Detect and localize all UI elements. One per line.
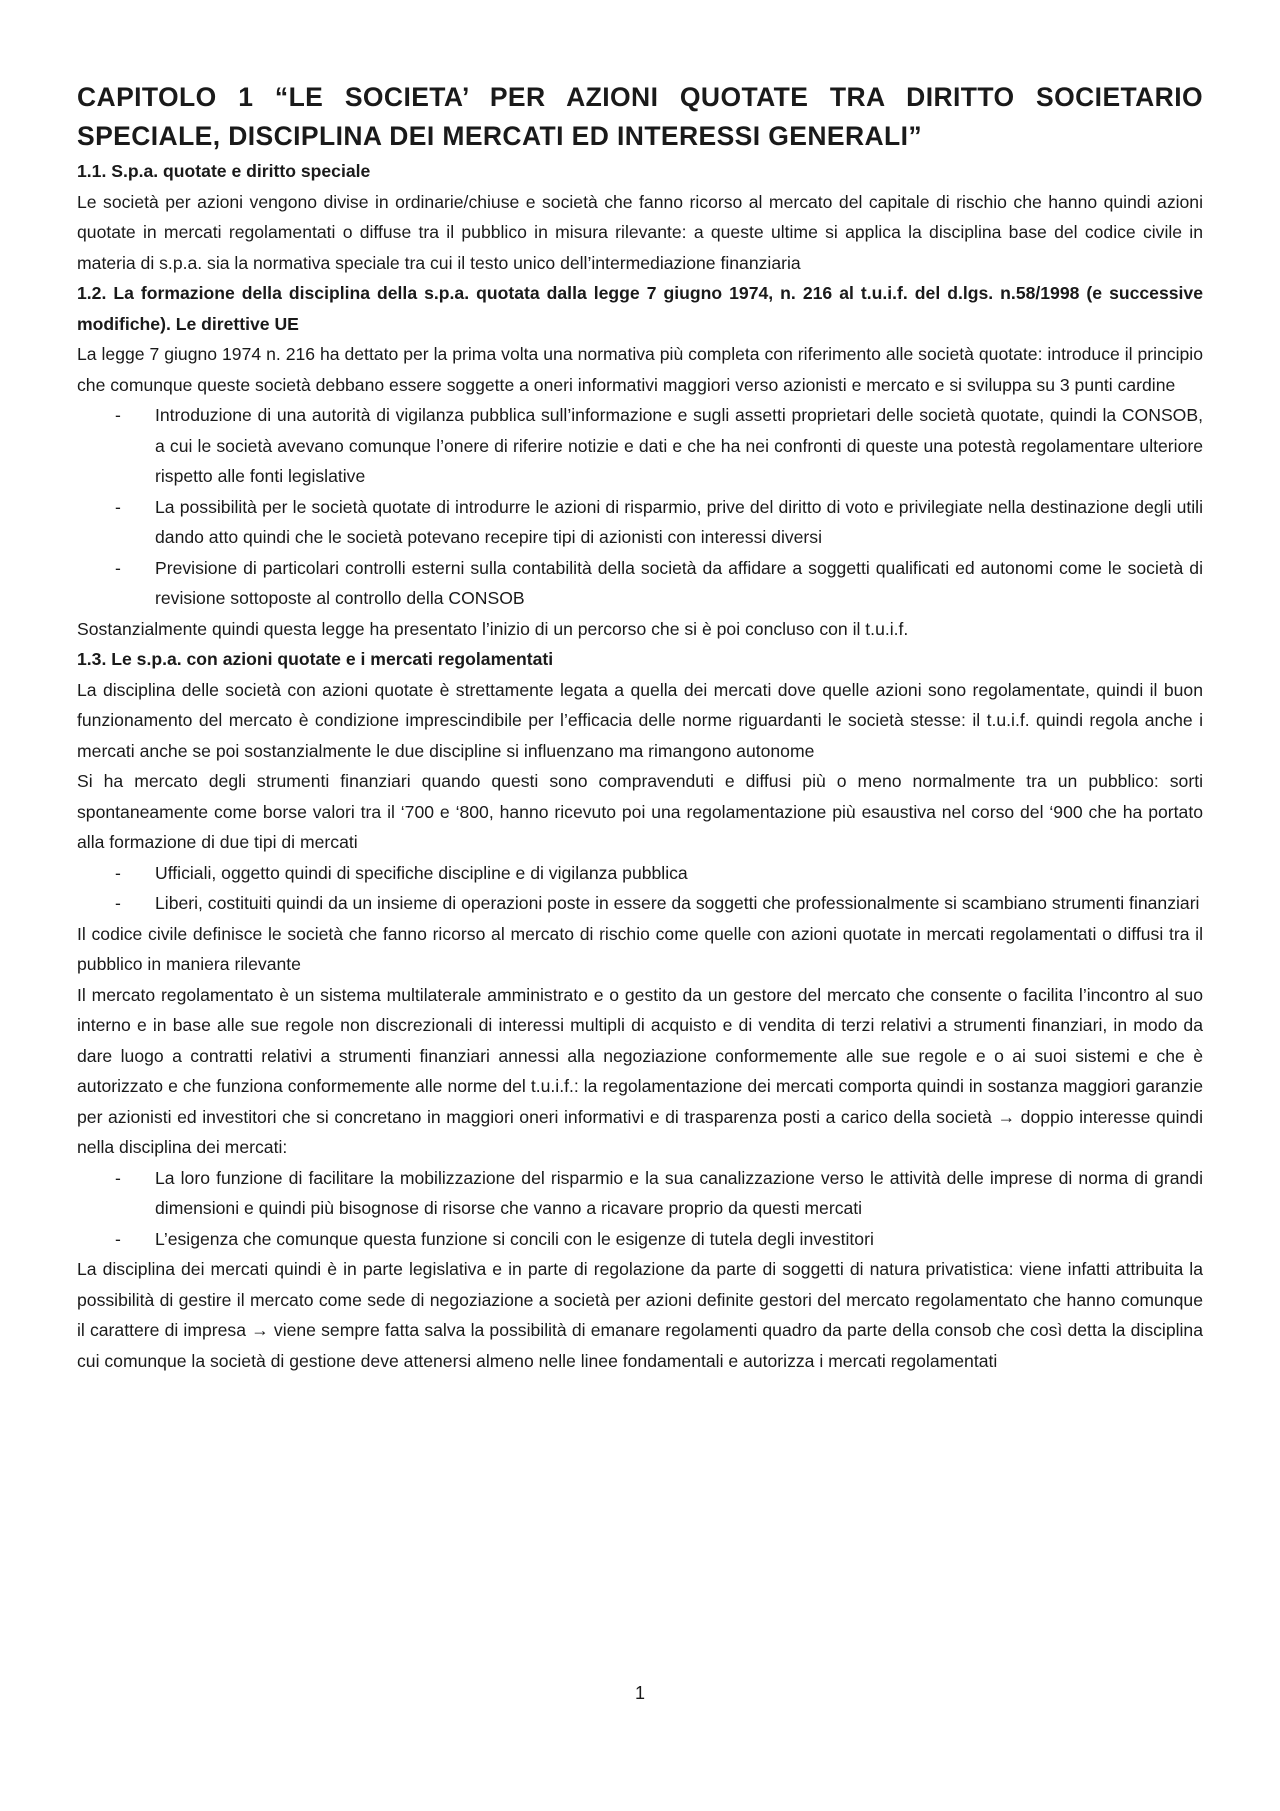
list-item xyxy=(77,492,1203,553)
paragraph: La disciplina delle società con azioni quotate è strettamente legata a quella dei mercati dove quelle azioni sono regolamentate, quindi il buon funzionamento del mercato è condizione imprescindibile per l’efficacia delle norme riguardanti le società stesse: il t.u.i.f. quindi regola anche i mercati anche se poi sostanzialmente le due discipline si influenzano ma rimangono autonome xyxy=(77,679,1203,761)
list-item-text: Introduzione di una autorità di vigilanza pubblica sull’informazione e sugli assetti proprietari delle società quotate, quindi la CONSOB, a cui le società avevano comunque l’onere di riferire notizie e dati e che ha nei confronti di queste una potestà regolamentare ulteriore rispetto alle fonti legislative xyxy=(155,405,1203,486)
list-item-text: Ufficiali, oggetto quindi di specifiche discipline e di vigilanza pubblica xyxy=(155,862,688,883)
bullet-list xyxy=(77,1163,1203,1255)
list-item-text: La loro funzione di facilitare la mobilizzazione del risparmio e la sua canalizzazione verso le attività delle imprese di norma di grandi dimensioni e quindi più bisognose di risorse che vanno a ricavare proprio da questi mercati xyxy=(155,1167,1203,1218)
list-item-text: Liberi, costituiti quindi da un insieme di operazioni poste in essere da soggetti che professionalmente si scambiano strumenti finanziari xyxy=(155,893,1200,913)
section-heading-1-1: 1.1. S.p.a. quotate e diritto speciale xyxy=(77,161,371,181)
paragraph: La disciplina dei mercati quindi è in parte legislativa e in parte di regolazione da parte di soggetti di natura privatistica: viene infatti attribuita la possibilità di gestire il mercato come sede di negoziazione a società per azioni definite gestori del mercato regolamentato che hanno comunque il carattere di impresa → viene sempre fatta salva la possibilità di emanare regolamenti quadro da parte della consob che così detta la disciplina cui comunque la società di gestione deve attenersi almeno nelle linee fondamentali e autorizza i mercati regolamentati xyxy=(77,1259,1203,1371)
bullet-dash: - xyxy=(115,862,121,883)
list-item xyxy=(77,553,1203,614)
paragraph: Il codice civile definisce le società che fanno ricorso al mercato di rischio come quelle con azioni quotate in mercati regolamentati o diffusi tra il pubblico in maniera rilevante xyxy=(77,923,1203,974)
list-item-text: La possibilità per le società quotate di introdurre le azioni di risparmio, prive del diritto di voto e privilegiate nella destinazione degli utili dando atto quindi che le società potevano recepire tipi di azionisti con interessi diversi xyxy=(155,496,1203,547)
paragraph: Il mercato regolamentato è un sistema multilaterale amministrato e o gestito da un gestore del mercato che consente o facilita l’incontro al suo interno e in base alle sue regole non discrezionali di interessi multipli di acquisto e di vendita di terzi relativi a strumenti finanziari, in modo da dare luogo a contratti relativi a strumenti finanziari annessi alla negoziazione conformemente alle sue regole e o ai suoi sistemi e che è autorizzato e che funziona conformemente alle norme del t.u.i.f.: la regolamentazione dei mercati comporta quindi in sostanza maggiori garanzie per azionisti ed investitori che si concretano in maggiori oneri informativi e di trasparenza posti a carico della società → doppio interesse quindi nella disciplina dei mercati: xyxy=(77,984,1203,1157)
bullet-list xyxy=(77,858,1203,919)
page-number: 1 xyxy=(634,1683,645,1703)
paragraph: Si ha mercato degli strumenti finanziari quando questi sono compravenduti e diffusi più o meno normalmente tra un pubblico: sorti spontaneamente come borse valori tra il ‘700 e ‘800, hanno ricevuto poi una regolamentazione più esaustiva nel corso del ‘900 che ha portato alla formazione di due tipi di mercati xyxy=(77,771,1203,852)
bullet-dash: - xyxy=(115,893,121,913)
section-heading-1-3: 1.3. Le s.p.a. con azioni quotate e i mercati regolamentati xyxy=(77,649,554,669)
list-item-text: L’esigenza che comunque questa funzione si concili con le esigenze di tutela degli investitori xyxy=(155,1228,874,1249)
list-item xyxy=(77,400,1203,492)
paragraph: Le società per azioni vengono divise in ordinarie/chiuse e società che fanno ricorso al mercato del capitale di rischio che hanno quindi azioni quotate in mercati regolamentati o diffuse tra il pubblico in misura rilevante: a queste ultime si applica la disciplina base del codice civile in materia di s.p.a. sia la normativa speciale tra cui il testo unico dell’intermediazione finanziaria xyxy=(77,191,1203,273)
list-item-text: Previsione di particolari controlli esterni sulla contabilità della società da affidare a soggetti qualificati ed autonomi come le società di revisione sottoposte al controllo della CONSOB xyxy=(155,557,1203,608)
page-content xyxy=(77,78,1203,1376)
list-item xyxy=(77,1163,1203,1224)
paragraph: La legge 7 giugno 1974 n. 216 ha dettato per la prima volta una normativa più completa con riferimento alle società quotate: introduce il principio che comunque queste società debbano essere soggette a oneri informativi maggiori verso azionisti e mercato e si sviluppa su 3 punti cardine xyxy=(77,344,1203,395)
list-item xyxy=(77,888,1203,919)
list-item xyxy=(77,858,1203,889)
bullet-list xyxy=(77,400,1203,614)
bullet-dash: - xyxy=(115,1228,121,1249)
bullet-dash: - xyxy=(115,557,121,578)
section-heading-1-2: 1.2. La formazione della disciplina della s.p.a. quotata dalla legge 7 giugno 1974, n. 216 al t.u.i.f. del d.lgs. n.58/1998 (e successive modifiche). Le direttive UE xyxy=(77,283,1203,334)
paragraph: Sostanzialmente quindi questa legge ha presentato l’inizio di un percorso che si è poi concluso con il t.u.i.f. xyxy=(77,618,909,639)
bullet-dash: - xyxy=(115,1167,121,1188)
bullet-dash: - xyxy=(115,496,121,517)
chapter-title: CAPITOLO 1 “LE SOCIETA’ PER AZIONI QUOTATE TRA DIRITTO SOCIETARIO SPECIALE, DISCIPLINA DEI MERCATI ED INTERESSI GENERALI” xyxy=(77,82,1203,151)
list-item xyxy=(77,1224,1203,1255)
bullet-dash: - xyxy=(115,405,121,425)
